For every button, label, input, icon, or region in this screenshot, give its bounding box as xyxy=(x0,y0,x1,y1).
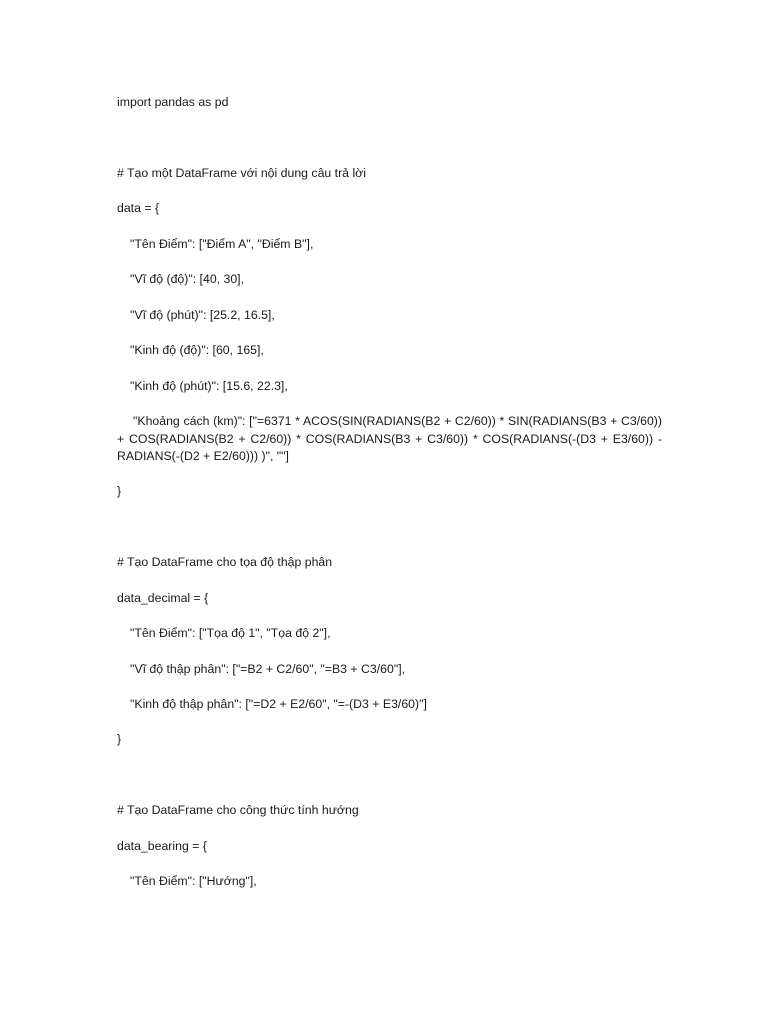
code-line-khoang-cach: "Khoảng cách (km)": ["=6371 * ACOS(SIN(RADIANS(B2 + C2/60)) * SIN(RADIANS(B3 + C3/60)) + COS(RADIANS(B2 + C2/60)) * COS(RADIANS(B3 + C3/60)) * COS(RADIANS(-(D3 + E3/60)) - RADIANS(-(D2 + E2/60))) )", ""] xyxy=(117,414,662,463)
comment-create-dataframe: # Tạo một DataFrame với nội dung câu trả lời xyxy=(117,166,366,180)
code-line-decimal-ten: "Tên Điểm": ["Tọa độ 1", "Tọa độ 2"], xyxy=(130,626,331,640)
code-line-vi-do-phut: "Vĩ độ (phút)": [25.2, 16.5], xyxy=(130,308,275,322)
comment-decimal-dataframe: # Tạo DataFrame cho tọa độ thập phân xyxy=(117,555,333,569)
code-line-ten-diem: "Tên Điểm": ["Điểm A", "Điểm B"], xyxy=(130,237,314,251)
code-line-import: import pandas as pd xyxy=(117,95,229,109)
code-line-decimal-vi-do: "Vĩ độ thập phân": ["=B2 + C2/60", "=B3 + C3/60"], xyxy=(130,662,406,676)
code-line-decimal-kinh-do: "Kinh độ thập phân": ["=D2 + E2/60", "=-(D3 + E3/60)"] xyxy=(130,697,427,711)
document-page xyxy=(117,0,662,1024)
code-line-bearing-open: data_bearing = { xyxy=(117,839,207,853)
code-line-kinh-do-do: "Kinh độ (độ)": [60, 165], xyxy=(130,343,264,357)
code-line-bearing-ten: "Tên Điểm": ["Hướng"], xyxy=(130,874,257,888)
code-line-vi-do-do: "Vĩ độ (độ)": [40, 30], xyxy=(130,272,244,286)
code-line-data-close: } xyxy=(117,484,122,498)
comment-bearing-dataframe: # Tạo DataFrame cho công thức tính hướng xyxy=(117,803,359,817)
code-line-data-open: data = { xyxy=(117,201,160,215)
code-line-decimal-close: } xyxy=(117,732,122,746)
code-line-kinh-do-phut: "Kinh độ (phút)": [15.6, 22.3], xyxy=(130,379,288,393)
code-line-decimal-open: data_decimal = { xyxy=(117,591,209,605)
